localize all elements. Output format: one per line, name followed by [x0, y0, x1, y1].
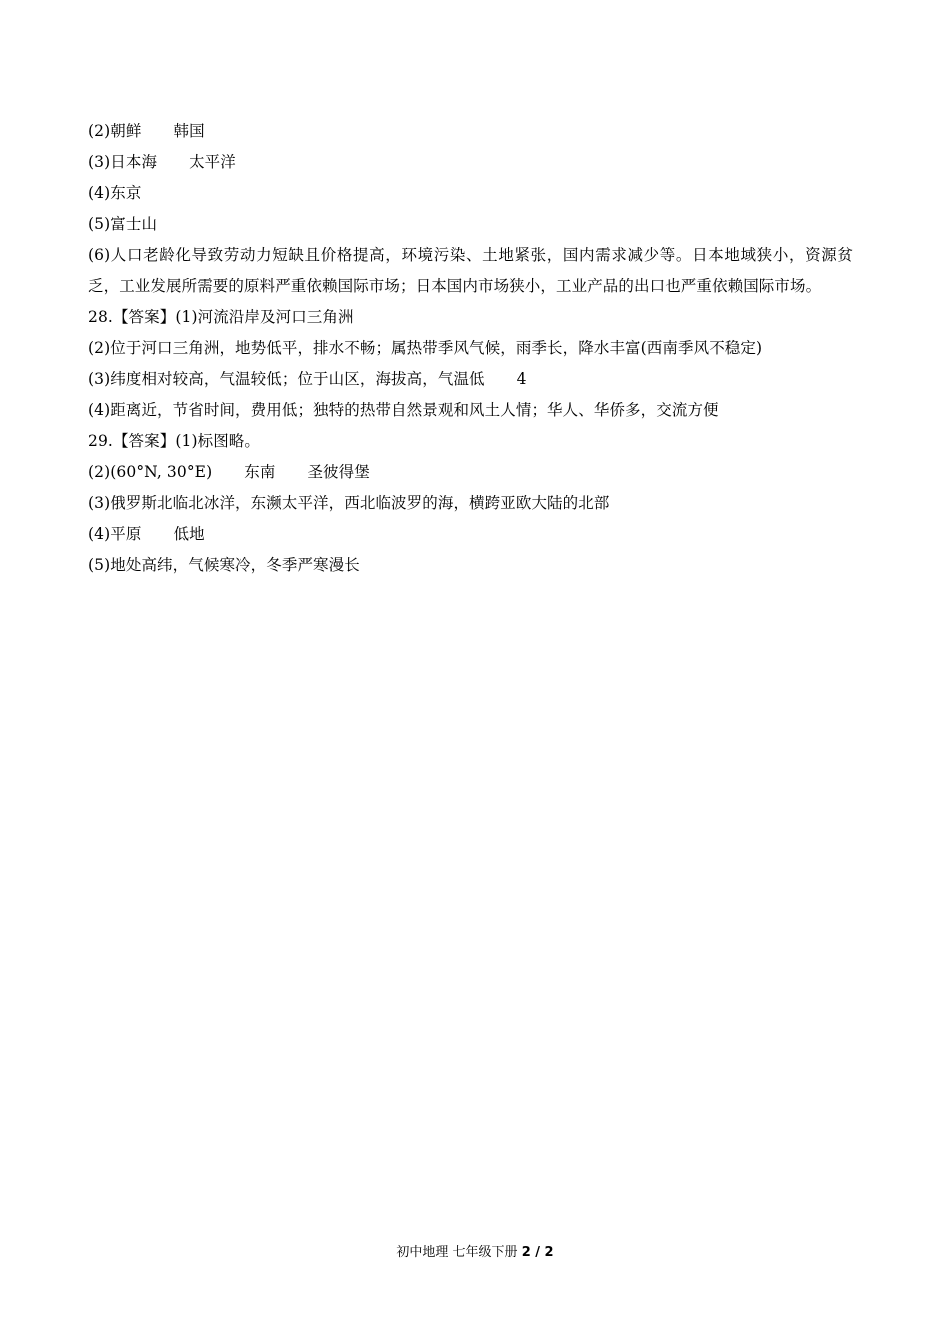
answer-text: (4)平原: [88, 525, 142, 543]
answer-27-part-2: [88, 116, 853, 147]
answer-29-part-2: [88, 457, 853, 488]
answer-29-part-3: (3)俄罗斯北临北冰洋，东濒太平洋，西北临波罗的海，横跨亚欧大陆的北部: [88, 494, 610, 512]
answer-text: (2)朝鲜: [88, 122, 142, 140]
answer-text: 东南: [244, 463, 276, 481]
answer-text: 低地: [173, 525, 205, 543]
answer-text: 太平洋: [189, 153, 236, 171]
answer-text: 圣彼得堡: [307, 463, 370, 481]
answer-27-part-5: (5)富士山: [88, 215, 158, 233]
answer-text: 韩国: [173, 122, 205, 140]
answer-28-part-2: (2)位于河口三角洲，地势低平，排水不畅；属热带季风气候，雨季长，降水丰富(西南季风不稳定): [88, 339, 763, 357]
page-footer: [0, 1244, 950, 1262]
footer-subject: 初中地理 七年级下册: [396, 1245, 518, 1260]
answer-29-part-4: [88, 519, 853, 550]
answer-28-part-1: 28.【答案】(1)河流沿岸及河口三角洲: [88, 308, 354, 326]
answer-27-part-3: [88, 147, 853, 178]
answer-29-part-5: (5)地处高纬，气候寒冷，冬季严寒漫长: [88, 556, 360, 574]
answer-text: (3)日本海: [88, 153, 158, 171]
answer-text: 4: [516, 370, 527, 388]
page-number: 2 / 2: [521, 1245, 554, 1260]
answer-28-part-3: [88, 364, 853, 395]
answer-text: (2)(60°N, 30°E): [88, 463, 213, 481]
answer-27-part-6: (6)人口老龄化导致劳动力短缺且价格提高，环境污染、土地紧张，国内需求减少等。日本地域狭小，资源贫乏，工业发展所需要的原料严重依赖国际市场；日本国内市场狭小，工业产品的出口也严重依赖国际市场。: [88, 246, 853, 295]
answer-27-part-4: (4)东京: [88, 184, 142, 202]
answer-28-part-4: (4)距离近，节省时间，费用低；独特的热带自然景观和风土人情；华人、华侨多，交流方便: [88, 401, 719, 419]
answer-29-part-1: 29.【答案】(1)标图略。: [88, 432, 261, 450]
answer-text: (3)纬度相对较高，气温较低；位于山区，海拔高，气温低: [88, 370, 485, 388]
answer-content: [88, 116, 853, 581]
